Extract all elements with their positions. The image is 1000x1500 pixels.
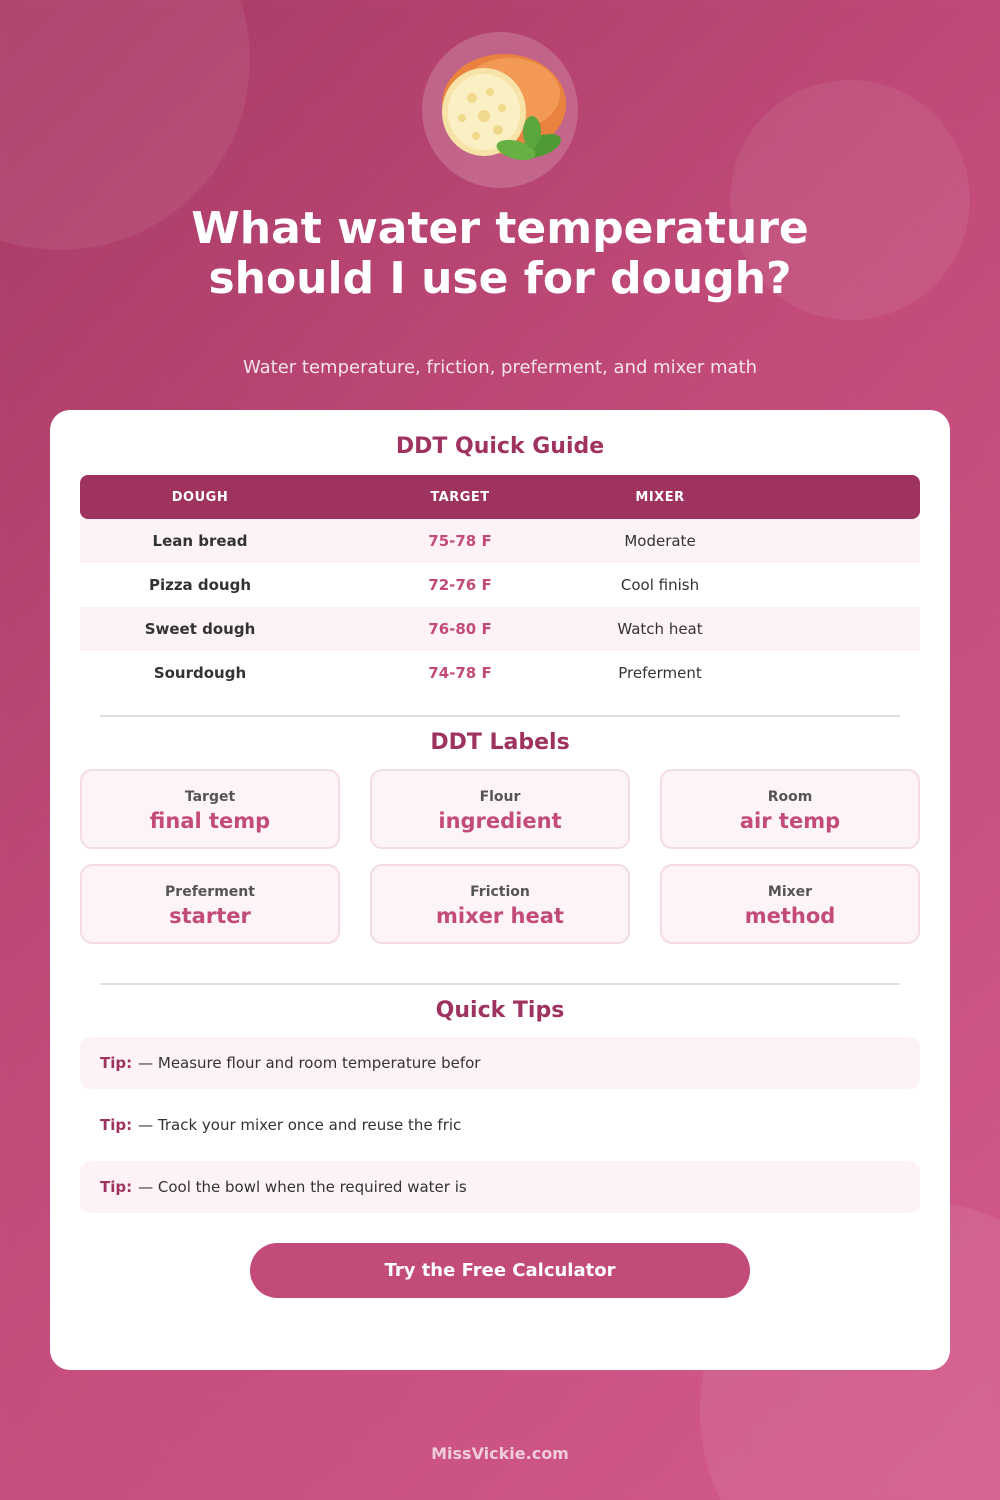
table-header: [80, 475, 920, 519]
table-row: [80, 563, 920, 607]
target-cell: 74-78 F: [428, 664, 492, 682]
label-value: mixer heat: [436, 904, 564, 928]
dough-cell: Sweet dough: [144, 620, 256, 638]
target-cell: 72-76 F: [428, 576, 492, 594]
label-key: Flour: [479, 789, 521, 805]
target-cell: 76-80 F: [428, 620, 492, 638]
tip-text: — Measure flour and room temperature befor: [138, 1054, 481, 1072]
tips-title: Quick Tips: [435, 998, 565, 1023]
mixer-cell: Preferment: [618, 664, 702, 682]
ddt-table: [80, 475, 920, 695]
column-header: MIXER: [635, 489, 685, 505]
label-key: Preferment: [165, 884, 255, 900]
title-line-2: should I use for dough?: [208, 253, 792, 304]
guide-title: DDT Quick Guide: [395, 434, 605, 459]
bread-icon: [432, 46, 572, 176]
label-value: final temp: [149, 809, 271, 833]
label-card-friction: [370, 864, 630, 944]
label-card-flour: [370, 769, 630, 849]
label-value: air temp: [739, 809, 841, 833]
mixer-cell: Moderate: [624, 532, 696, 550]
section-divider: [100, 983, 900, 985]
title-line-1: What water temperature: [191, 203, 809, 254]
list-item: [80, 1099, 920, 1151]
label-key: Mixer: [767, 884, 813, 900]
table-row: [80, 607, 920, 651]
labels-title: DDT Labels: [430, 730, 570, 755]
tip-text: — Cool the bowl when the required water is: [138, 1178, 467, 1196]
label-key: Target: [184, 789, 236, 805]
label-value: ingredient: [438, 809, 562, 833]
list-item: [80, 1037, 920, 1089]
column-header: TARGET: [430, 489, 490, 505]
column-header: DOUGH: [171, 489, 229, 505]
tip-prefix: Tip:: [100, 1116, 133, 1134]
mixer-cell: Cool finish: [620, 576, 700, 594]
target-cell: 75-78 F: [428, 532, 492, 550]
page-subtitle: Water temperature, friction, preferment, and mixer math: [242, 357, 758, 378]
label-key: Friction: [470, 884, 530, 900]
list-item: [80, 1161, 920, 1213]
dough-cell: Lean bread: [152, 532, 248, 550]
label-card-mixer: [660, 864, 920, 944]
calculator-button[interactable]: Try the Free Calculator: [250, 1243, 750, 1298]
tip-text: — Track your mixer once and reuse the fric: [138, 1116, 462, 1134]
tip-prefix: Tip:: [100, 1054, 133, 1072]
content-card: [50, 410, 950, 1370]
table-row: [80, 519, 920, 563]
tip-prefix: Tip:: [100, 1178, 133, 1196]
table-row: [80, 651, 920, 695]
dough-cell: Sourdough: [153, 664, 247, 682]
label-value: starter: [169, 904, 251, 928]
page-title: [100, 204, 900, 304]
section-divider: [100, 715, 900, 717]
footer-site[interactable]: MissVickie.com: [431, 1444, 569, 1463]
dough-cell: Pizza dough: [148, 576, 252, 594]
mixer-cell: Watch heat: [617, 620, 703, 638]
label-value: method: [744, 904, 836, 928]
hero-badge: [422, 32, 578, 188]
label-card-target: [80, 769, 340, 849]
label-card-room: [660, 769, 920, 849]
label-card-preferment: [80, 864, 340, 944]
label-key: Room: [767, 789, 813, 805]
